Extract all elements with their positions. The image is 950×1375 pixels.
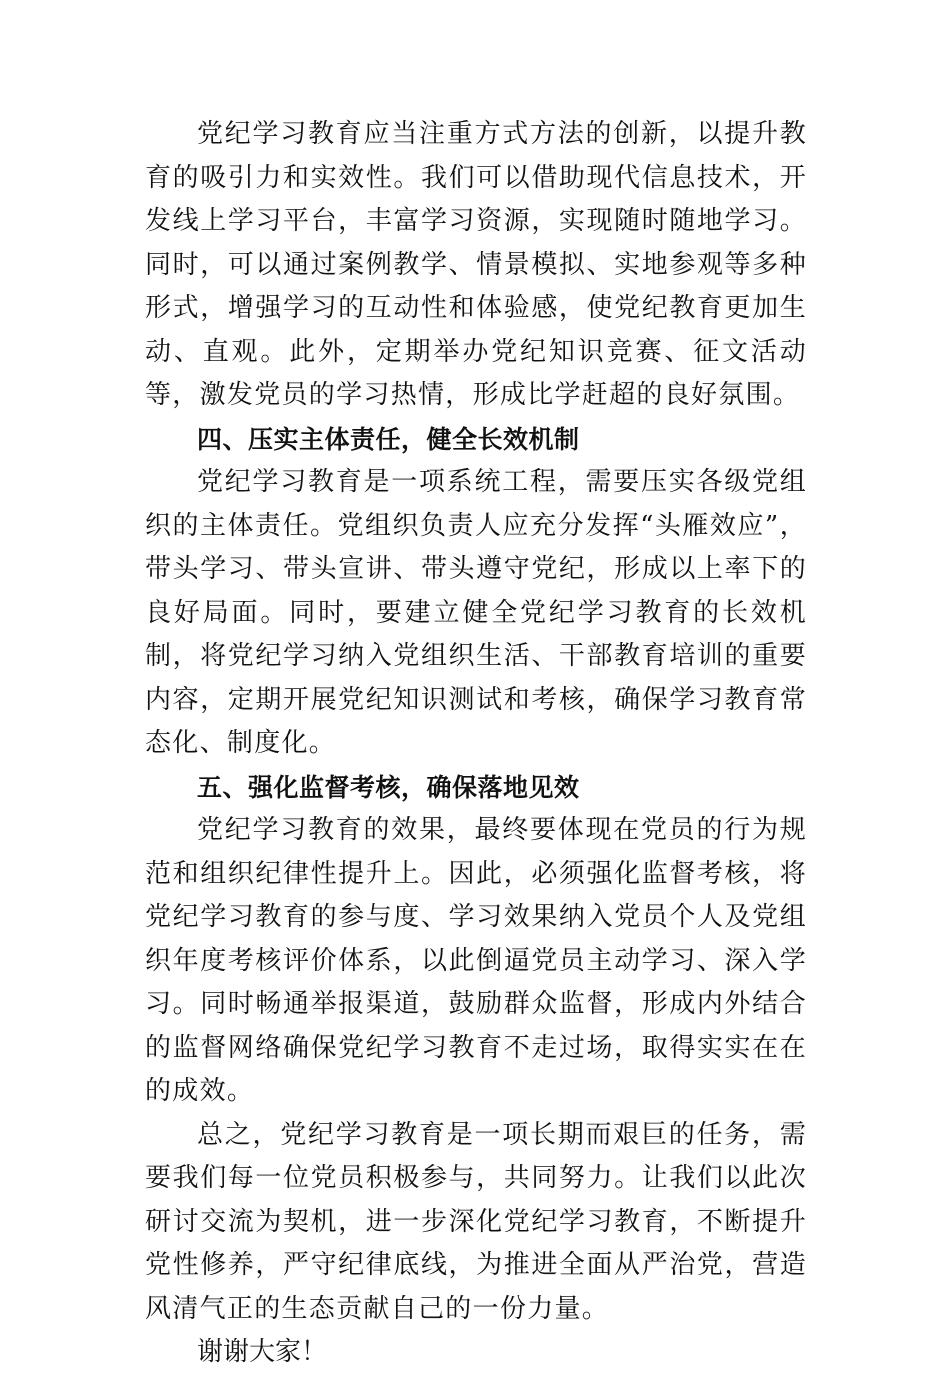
paragraph-innovation: 党纪学习教育应当注重方式方法的创新，以提升教育的吸引力和实效性。我们可以借助现代信息技术，开发线上学习平台，丰富学习资源，实现随时随地学习。同时，可以通过案例教学、情景模拟、实地参观等多种形式，增强学习的互动性和体验感，使党纪教育更加生动、直观。此外，定期举办党纪知识竞赛、征文活动等，激发党员的学习热情，形成比学赶超的良好氛围。 (145, 119, 807, 410)
paragraph-supervision: 党纪学习教育的效果，最终要体现在党员的行为规范和组织纪律性提升上。因此，必须强化监督考核，将党纪学习教育的参与度、学习效果纳入党员个人及党组织年度考核评价体系，以此倒逼党员主动学习、深入学习。同时畅通举报渠道，鼓励群众监督，形成内外结合的监督网络确保党纪学习教育不走过场，取得实实在在的成效。 (145, 815, 807, 1106)
document-page (145, 113, 807, 1375)
closing-thanks: 谢谢大家！ (197, 1337, 328, 1367)
section-heading-4: 四、压实主体责任，健全长效机制 (197, 424, 580, 454)
section-heading-5: 五、强化监督考核，确保落地见效 (197, 772, 580, 802)
paragraph-responsibility: 党纪学习教育是一项系统工程，需要压实各级党组织的主体责任。党组织负责人应充分发挥“头雁效应”，带头学习、带头宣讲、带头遵守党纪，形成以上率下的良好局面。同时，要建立健全党纪学习教育的长效机制，将党纪学习纳入党组织生活、干部教育培训的重要内容，定期开展党纪知识测试和考核，确保学习教育常态化、制度化。 (145, 467, 807, 758)
paragraph-conclusion: 总之，党纪学习教育是一项长期而艰巨的任务，需要我们每一位党员积极参与，共同努力。让我们以此次研讨交流为契机，进一步深化党纪学习教育，不断提升党性修养，严守纪律底线，为推进全面从严治党，营造风清气正的生态贡献自己的一份力量。 (145, 1119, 807, 1324)
